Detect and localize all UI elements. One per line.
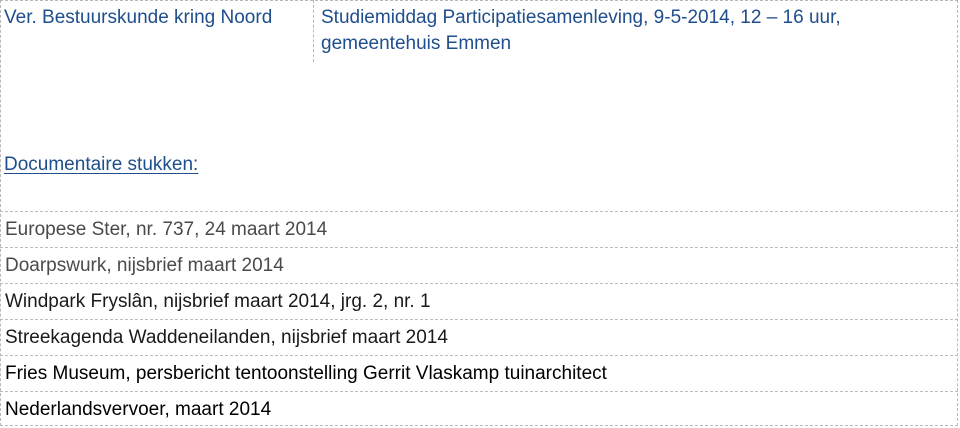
document-item: Streekagenda Waddeneilanden, nijsbrief maart 2014 — [0, 319, 958, 355]
header-column-divider — [313, 0, 314, 62]
document-list — [0, 211, 958, 427]
section-heading: Documentaire stukken: — [4, 154, 199, 175]
document-item: Fries Museum, persbericht tentoonstelling Gerrit Vlaskamp tuinarchitect — [0, 355, 958, 391]
document-item: Nederlandsvervoer, maart 2014 — [0, 391, 958, 427]
document-item: Doarpswurk, nijsbrief maart 2014 — [0, 247, 958, 283]
document-item: Europese Ster, nr. 737, 24 maart 2014 — [0, 211, 958, 247]
document-item: Windpark Fryslân, nijsbrief maart 2014, jrg. 2, nr. 1 — [0, 283, 958, 319]
organization-name: Ver. Bestuurskunde kring Noord — [4, 7, 273, 28]
event-title: Studiemiddag Participatiesamenleving, 9-5-2014, 12 – 16 uur, gemeentehuis Emmen — [321, 7, 841, 54]
